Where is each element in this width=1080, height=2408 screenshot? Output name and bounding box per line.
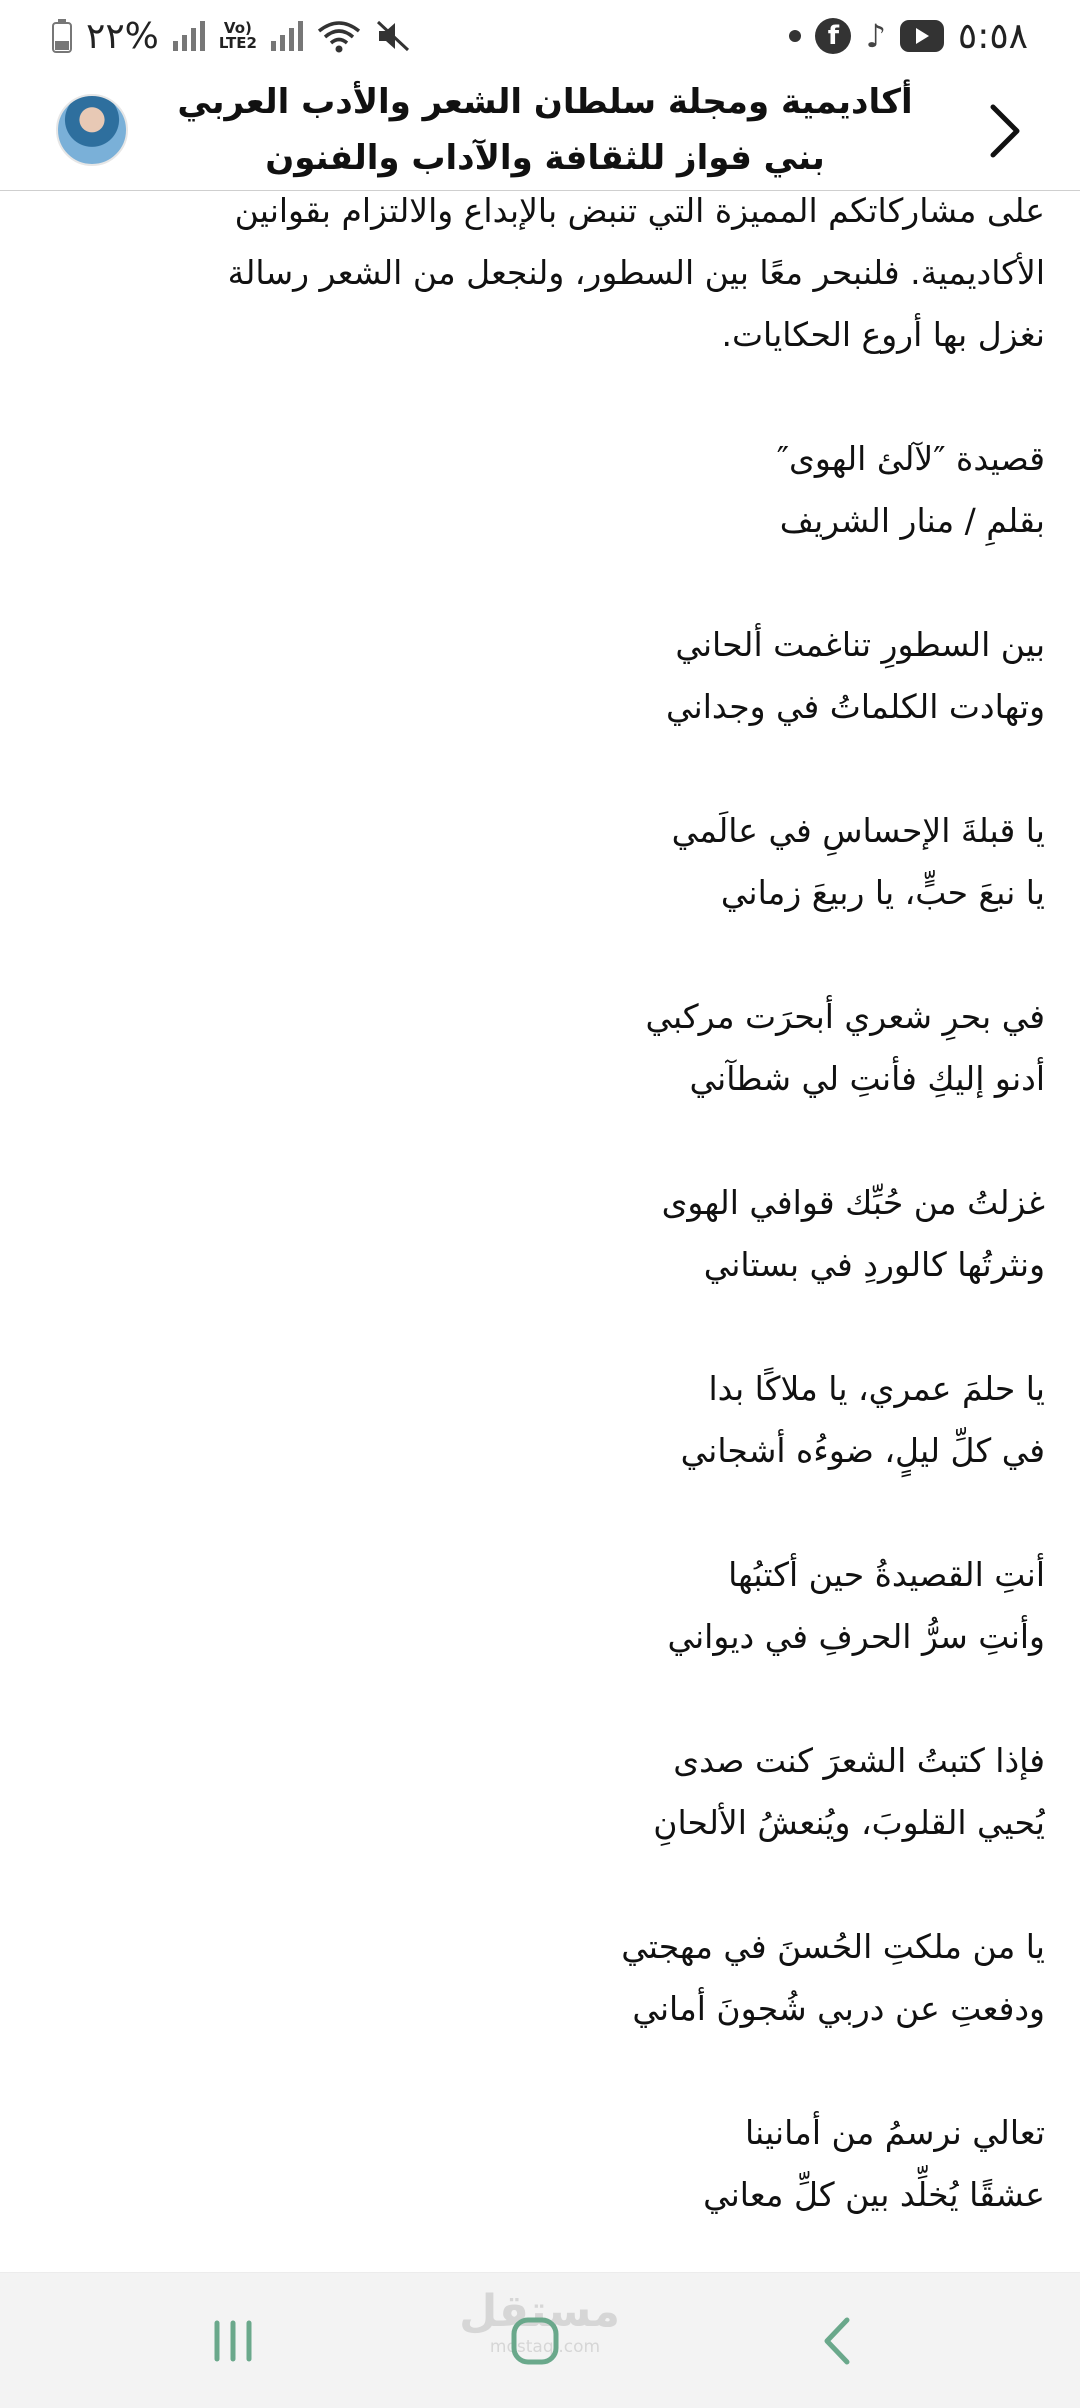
verse-line: وتهادت الكلماتُ في وجداني bbox=[666, 687, 1045, 726]
signal-icon bbox=[173, 21, 205, 51]
battery-icon bbox=[52, 19, 72, 53]
verse-line: يا حلمَ عمري، يا ملاكًا بدا bbox=[708, 1369, 1045, 1408]
spacer bbox=[60, 1296, 1045, 1358]
status-left bbox=[52, 16, 411, 57]
dot-icon bbox=[789, 30, 801, 42]
intro-line: على مشاركاتكم المميزة التي تنبض بالإبداع والالتزام بقوانين bbox=[234, 191, 1045, 230]
spacer bbox=[60, 1110, 1045, 1172]
verse-line: أنتِ القصيدةُ حين أكتبُها bbox=[728, 1555, 1045, 1594]
verse-line: غزلتُ من حُبِّك قوافي الهوى bbox=[661, 1183, 1045, 1222]
verse-line: ونثرتُها كالوردِ في بستاني bbox=[703, 1245, 1045, 1284]
verse-line: يا قبلةَ الإحساسِ في عالَمي bbox=[671, 811, 1045, 850]
network-type bbox=[219, 21, 257, 51]
verse-line: بين السطورِ تناغمت ألحاني bbox=[675, 625, 1045, 664]
verse-line: عشقًا يُخلِّد بين كلِّ معاني bbox=[703, 2175, 1045, 2214]
spacer bbox=[60, 738, 1045, 800]
page-title-line2: بني فواز للثقافة والآداب والفنون bbox=[265, 138, 825, 178]
navigation-bar bbox=[0, 2272, 1080, 2408]
verse-line: فإذا كتبتُ الشعرَ كنت صدى bbox=[673, 1741, 1045, 1780]
spacer bbox=[60, 1482, 1045, 1544]
back-button[interactable] bbox=[975, 98, 1035, 164]
back-icon bbox=[822, 2316, 852, 2366]
facebook-icon: f bbox=[815, 18, 851, 54]
intro-line: الأكاديمية. فلنبحر معًا بين السطور، ولنجعل من الشعر رسالة bbox=[227, 253, 1045, 292]
verse-line: يُحيي القلوبَ، ويُنعشُ الألحانِ bbox=[653, 1803, 1045, 1842]
spacer bbox=[60, 2040, 1045, 2102]
battery-percent: ٢٢% bbox=[86, 15, 159, 57]
verse-line: يا من ملكتِ الحُسنَ في مهجتي bbox=[621, 1927, 1045, 1966]
youtube-icon bbox=[900, 20, 944, 52]
recent-apps-button[interactable] bbox=[178, 2298, 288, 2383]
verse-line: تعالي نرسمُ من أمانينا bbox=[744, 2113, 1045, 2152]
watermark-subtext: mostaql.com bbox=[489, 2337, 601, 2357]
poem-title: قصيدة ″لآلئ الهوى″ bbox=[776, 439, 1045, 478]
spacer bbox=[60, 1854, 1045, 1916]
verse-line: يا نبعَ حبٍّ، يا ربيعَ زماني bbox=[720, 873, 1045, 912]
recent-apps-icon bbox=[211, 2319, 255, 2363]
wifi-icon bbox=[317, 19, 361, 53]
nav-back-button[interactable] bbox=[782, 2298, 892, 2383]
spacer bbox=[60, 552, 1045, 614]
tiktok-icon: ♪ bbox=[865, 17, 886, 55]
intro-line: نغزل بها أروع الحكايات. bbox=[721, 315, 1045, 354]
mute-icon bbox=[375, 19, 411, 53]
network-label-bottom: LTE2 bbox=[218, 34, 257, 52]
status-bar bbox=[0, 0, 1080, 72]
watermark-text: مستقل bbox=[459, 2286, 620, 2337]
clock: ٥:٥٨ bbox=[957, 15, 1028, 57]
verse-line: في بحرِ شعري أبحرَت مركبي bbox=[645, 997, 1045, 1036]
post-content bbox=[60, 180, 1045, 2260]
spacer bbox=[60, 1668, 1045, 1730]
status-right bbox=[789, 16, 1028, 57]
verse-line: وأنتِ سرُّ الحرفِ في ديواني bbox=[667, 1617, 1045, 1656]
verse-line: في كلِّ ليلٍ، ضوءُه أشجاني bbox=[680, 1431, 1045, 1470]
verse-line: أدنو إليكِ فأنتِ لي شطآني bbox=[689, 1059, 1045, 1098]
page-title-line1: أكاديمية ومجلة سلطان الشعر والأدب العربي bbox=[177, 82, 913, 122]
verse-line: ودفعتِ عن دربي شُجونَ أماني bbox=[632, 1989, 1045, 2028]
home-icon bbox=[510, 2316, 560, 2366]
chevron-right-icon bbox=[988, 103, 1022, 159]
avatar[interactable] bbox=[56, 94, 128, 166]
home-button[interactable] bbox=[480, 2298, 590, 2383]
spacer bbox=[60, 366, 1045, 428]
spacer bbox=[60, 924, 1045, 986]
page-title bbox=[140, 74, 950, 186]
network-label-top: Vo) bbox=[223, 19, 252, 37]
app-header bbox=[0, 72, 1080, 191]
poem-author: بقلمِ / منار الشريف bbox=[779, 501, 1045, 540]
signal-icon-2 bbox=[271, 21, 303, 51]
